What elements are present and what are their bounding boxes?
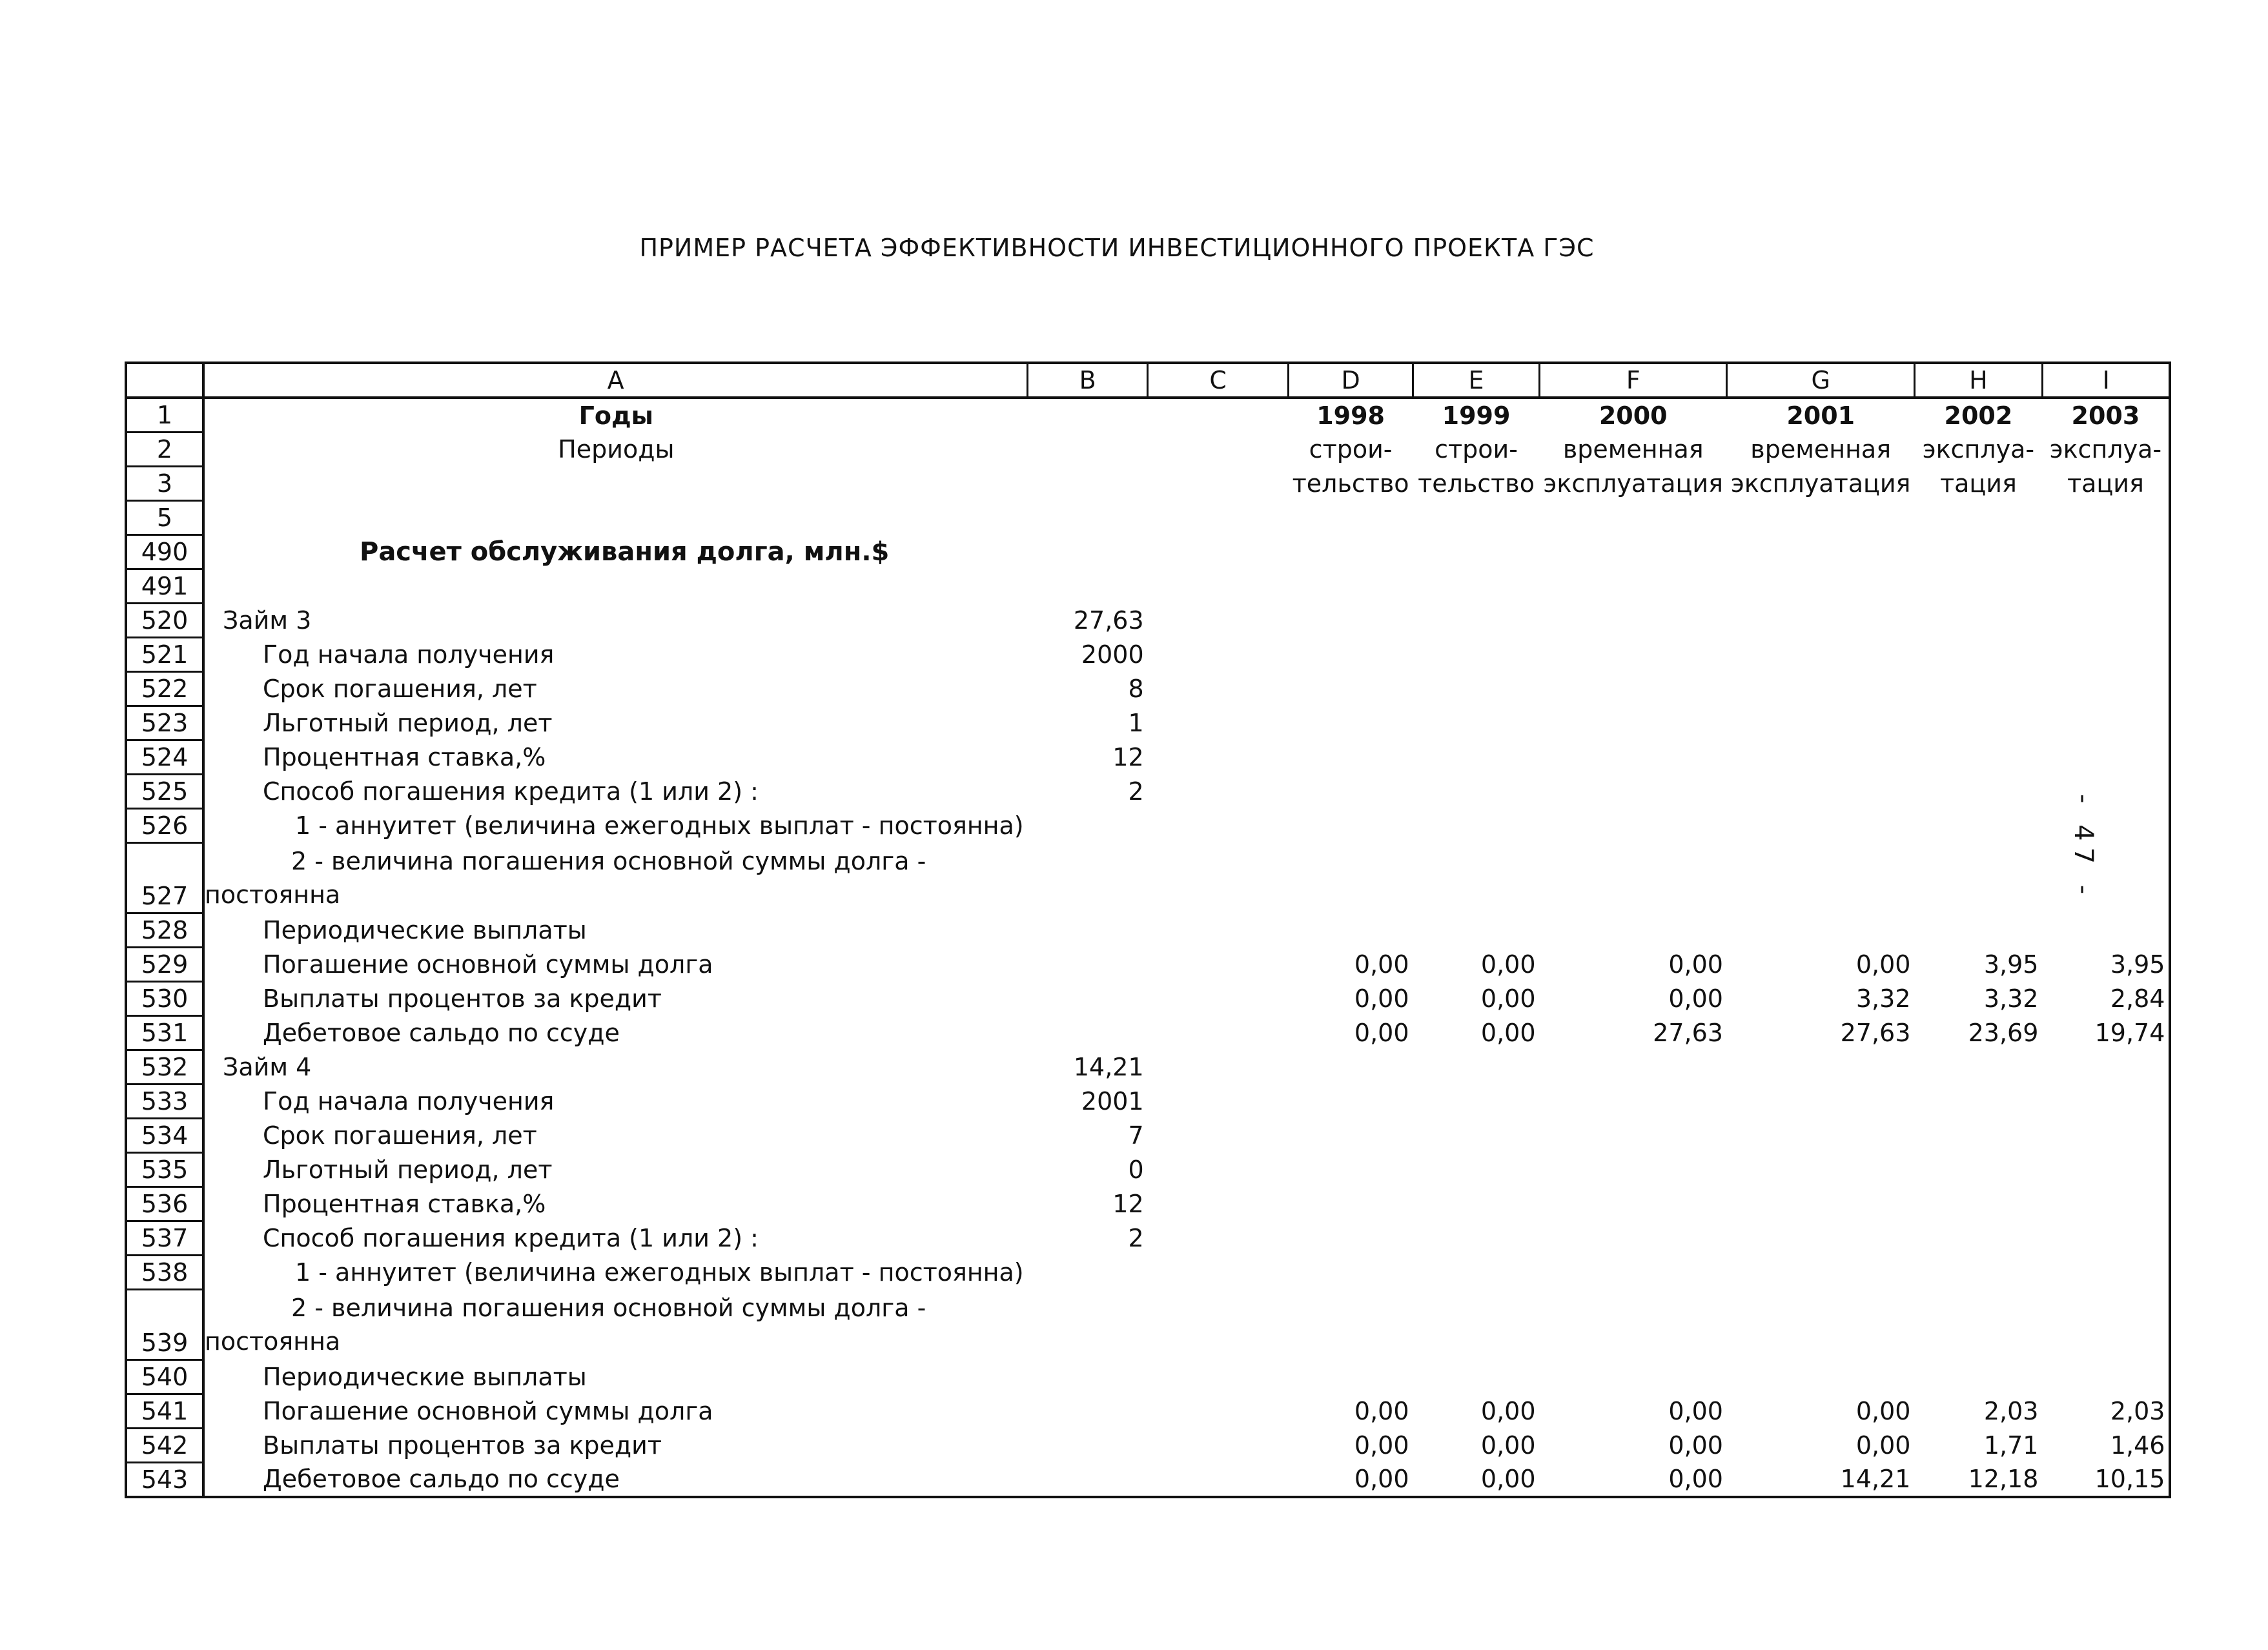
row-number[interactable]: 527: [126, 843, 203, 913]
table-row: [126, 809, 2170, 843]
year-cell: 2003: [2042, 398, 2170, 433]
value-cell: 0,00: [1354, 1397, 1409, 1425]
value-cell: 0,00: [1289, 1463, 1413, 1498]
table-row: [126, 843, 2170, 913]
value-cell: 3,95: [1983, 950, 2039, 979]
row-number[interactable]: 525: [126, 775, 203, 809]
column-header-c[interactable]: C: [1148, 363, 1289, 398]
period-cell: эксплуатация: [1730, 469, 1911, 498]
loan3-option2-line1: 2 - величина погашения основной суммы долга -: [291, 847, 926, 875]
period-cell: тация: [2042, 467, 2170, 501]
value-cell: 14,21: [1727, 1463, 1914, 1498]
period-cell: тация: [1940, 469, 2017, 498]
value-cell: 0,00: [1668, 950, 1723, 979]
row-number[interactable]: 1: [126, 398, 203, 433]
loan3-method-label: Способ погашения кредита (1 или 2) :: [263, 777, 759, 806]
value-cell: 0,00: [1480, 1019, 1536, 1047]
value-cell: 0,00: [1354, 984, 1409, 1013]
column-header-d[interactable]: D: [1289, 363, 1413, 398]
period-cell: строи-: [1309, 435, 1393, 463]
row-number[interactable]: 535: [126, 1153, 203, 1187]
loan3-option2-line2: постоянна: [205, 881, 341, 909]
row-number[interactable]: 5: [126, 501, 203, 535]
loan3-option2: [203, 843, 1028, 913]
table-row: [126, 1429, 2170, 1463]
table-row: [126, 1290, 2170, 1360]
table-row: [126, 535, 2170, 569]
row-number[interactable]: 530: [126, 982, 203, 1016]
table-row: [126, 604, 2170, 638]
row-number[interactable]: 541: [126, 1394, 203, 1429]
years-label: Годы: [578, 401, 653, 430]
value-cell: 0,00: [1354, 950, 1409, 979]
row-number[interactable]: 533: [126, 1085, 203, 1119]
loan4-start-year: 2001: [1081, 1087, 1144, 1115]
table-row: [126, 501, 2170, 535]
value-cell: 2,03: [2042, 1394, 2170, 1429]
year-cell: 2001: [1786, 401, 1855, 430]
table-row: [126, 1221, 2170, 1256]
value-cell: 0,00: [1668, 1431, 1723, 1460]
table-row: [126, 467, 2170, 501]
row-number[interactable]: 523: [126, 706, 203, 740]
loan4-balance-label: Дебетовое сальдо по ссуде: [203, 1463, 1028, 1498]
table-row: [126, 706, 2170, 740]
row-number[interactable]: 531: [126, 1016, 203, 1050]
row-number[interactable]: 526: [126, 809, 203, 843]
value-cell: 27,63: [1653, 1019, 1723, 1047]
table-row: [126, 1463, 2170, 1498]
page-number: - 47 -: [2069, 794, 2098, 901]
table-row: [126, 913, 2170, 948]
column-header-b[interactable]: B: [1028, 363, 1148, 398]
row-number[interactable]: 529: [126, 948, 203, 982]
value-cell: 0,00: [1354, 1019, 1409, 1047]
value-cell: 23,69: [1968, 1019, 2039, 1047]
year-cell: 1998: [1316, 401, 1385, 430]
row-number[interactable]: 543: [126, 1463, 203, 1498]
row-number[interactable]: 490: [126, 535, 203, 569]
table-row: [126, 569, 2170, 604]
period-cell: эксплуа-: [2042, 433, 2170, 467]
row-number[interactable]: 542: [126, 1429, 203, 1463]
value-cell: 27,63: [1840, 1019, 1911, 1047]
row-number[interactable]: 522: [126, 672, 203, 706]
value-cell: 0,00: [1855, 1397, 1911, 1425]
table-row: [126, 398, 2170, 433]
column-header-g[interactable]: G: [1727, 363, 1914, 398]
table-row: [126, 1085, 2170, 1119]
value-cell: 0,00: [1354, 1431, 1409, 1460]
value-cell: 0,00: [1668, 984, 1723, 1013]
loan4-option1: 1 - аннуитет (величина ежегодных выплат - постоянна): [295, 1258, 1024, 1287]
period-cell: тельство: [1292, 469, 1409, 498]
table-row: [126, 775, 2170, 809]
loan3-amount: 27,63: [1073, 606, 1144, 635]
table-row: [126, 1153, 2170, 1187]
loan3-term: 8: [1128, 675, 1144, 703]
loan3-method: 2: [1128, 777, 1144, 806]
loan3-balance-label: Дебетовое сальдо по ссуде: [263, 1019, 620, 1047]
table-row: [126, 1016, 2170, 1050]
value-cell: 0,00: [1480, 950, 1536, 979]
loan4-option2-line1: 2 - величина погашения основной суммы долга -: [291, 1294, 926, 1322]
table-row: [126, 672, 2170, 706]
loan3-rate: 12: [1112, 743, 1144, 771]
row-number[interactable]: 540: [126, 1360, 203, 1394]
loan4-grace: 0: [1128, 1156, 1144, 1184]
row-number[interactable]: 534: [126, 1119, 203, 1153]
column-header-row: [126, 363, 2170, 398]
column-header-i[interactable]: I: [2042, 363, 2170, 398]
loan3-rate-label: Процентная ставка,%: [263, 743, 546, 771]
value-cell: 0,00: [1855, 950, 1911, 979]
periods-label: Периоды: [558, 435, 675, 463]
row-number[interactable]: 536: [126, 1187, 203, 1221]
value-cell: 0,00: [1480, 1431, 1536, 1460]
row-number[interactable]: 537: [126, 1221, 203, 1256]
loan3-grace-label: Льготный период, лет: [263, 709, 553, 737]
value-cell: 0,00: [1480, 984, 1536, 1013]
value-cell: 1,46: [2042, 1429, 2170, 1463]
column-header-a[interactable]: A: [203, 363, 1028, 398]
loan3-name: Займ 3: [223, 606, 312, 635]
table-row: [126, 982, 2170, 1016]
period-cell: эксплуа-: [1922, 435, 2035, 463]
row-number[interactable]: 524: [126, 740, 203, 775]
value-cell: 2,84: [2042, 982, 2170, 1016]
row-number[interactable]: 520: [126, 604, 203, 638]
row-number[interactable]: 491: [126, 569, 203, 604]
table-row: [126, 638, 2170, 672]
section-title: Расчет обслуживания долга, млн.$: [360, 537, 890, 567]
loan3-periodic-label: Периодические выплаты: [263, 916, 587, 944]
loan4-term: 7: [1128, 1121, 1144, 1150]
row-number[interactable]: 528: [126, 913, 203, 948]
loan3-grace: 1: [1128, 709, 1144, 737]
column-header-h[interactable]: H: [1914, 363, 2042, 398]
row-number[interactable]: 539: [126, 1290, 203, 1360]
table-row: [126, 1119, 2170, 1153]
value-cell: 0,00: [1668, 1397, 1723, 1425]
loan4-name: Займ 4: [223, 1053, 312, 1081]
value-cell: 2,03: [1983, 1397, 2039, 1425]
year-cell: 2000: [1599, 401, 1668, 430]
spreadsheet-table: [125, 362, 2171, 1498]
loan4-method: 2: [1128, 1224, 1144, 1252]
value-cell: 0,00: [1413, 1463, 1540, 1498]
loan3-principal-label: Погашение основной суммы долга: [263, 950, 713, 979]
table-row: [126, 1256, 2170, 1290]
loan4-grace-label: Льготный период, лет: [263, 1156, 553, 1184]
loan4-method-label: Способ погашения кредита (1 или 2) :: [263, 1224, 759, 1252]
table-row: [126, 1394, 2170, 1429]
loan4-option2: [203, 1290, 1028, 1360]
loan4-periodic-label: Периодические выплаты: [263, 1363, 587, 1391]
corner-cell[interactable]: [126, 363, 203, 398]
loan3-interest-label: Выплаты процентов за кредит: [263, 984, 662, 1013]
table-row: [126, 1360, 2170, 1394]
loan4-term-label: Срок погашения, лет: [263, 1121, 537, 1150]
loan4-rate-label: Процентная ставка,%: [263, 1190, 546, 1218]
period-cell: тельство: [1418, 469, 1535, 498]
period-cell: временная: [1750, 435, 1892, 463]
value-cell: 0,00: [1480, 1397, 1536, 1425]
column-header-f[interactable]: F: [1540, 363, 1727, 398]
value-cell: 0,00: [1540, 1463, 1727, 1498]
period-cell: временная: [1562, 435, 1704, 463]
row-number[interactable]: 532: [126, 1050, 203, 1085]
year-cell: 1999: [1442, 401, 1511, 430]
row-number[interactable]: 521: [126, 638, 203, 672]
loan4-rate: 12: [1112, 1190, 1144, 1218]
table-row: [126, 1050, 2170, 1085]
row-number[interactable]: 538: [126, 1256, 203, 1290]
loan3-option1: 1 - аннуитет (величина ежегодных выплат - постоянна): [295, 811, 1024, 840]
value-cell: 19,74: [2042, 1016, 2170, 1050]
value-cell: 3,32: [1983, 984, 2039, 1013]
table-row: [126, 1187, 2170, 1221]
loan3-start-year-label: Год начала получения: [263, 640, 555, 669]
period-cell: строи-: [1435, 435, 1518, 463]
table-row: [126, 433, 2170, 467]
year-cell: 2002: [1944, 401, 2013, 430]
loan4-principal-label: Погашение основной суммы долга: [263, 1397, 713, 1425]
loan3-start-year: 2000: [1081, 640, 1144, 669]
loan4-interest-label: Выплаты процентов за кредит: [263, 1431, 662, 1460]
value-cell: 12,18: [1914, 1463, 2042, 1498]
loan4-amount: 14,21: [1073, 1053, 1144, 1081]
value-cell: 10,15: [2042, 1463, 2170, 1498]
period-cell: эксплуатация: [1543, 469, 1723, 498]
row-number[interactable]: 3: [126, 467, 203, 501]
value-cell: 3,95: [2042, 948, 2170, 982]
value-cell: 1,71: [1983, 1431, 2039, 1460]
page-title: ПРИМЕР РАСЧЕТА ЭФФЕКТИВНОСТИ ИНВЕСТИЦИОННОГО ПРОЕКТА ГЭС: [639, 234, 1595, 262]
value-cell: 3,32: [1855, 984, 1911, 1013]
table-row: [126, 740, 2170, 775]
loan3-term-label: Срок погашения, лет: [263, 675, 537, 703]
loan4-option2-line2: постоянна: [205, 1327, 341, 1356]
value-cell: 0,00: [1855, 1431, 1911, 1460]
table-row: [126, 948, 2170, 982]
column-header-e[interactable]: E: [1413, 363, 1540, 398]
row-number[interactable]: 2: [126, 433, 203, 467]
loan4-start-year-label: Год начала получения: [263, 1087, 555, 1115]
